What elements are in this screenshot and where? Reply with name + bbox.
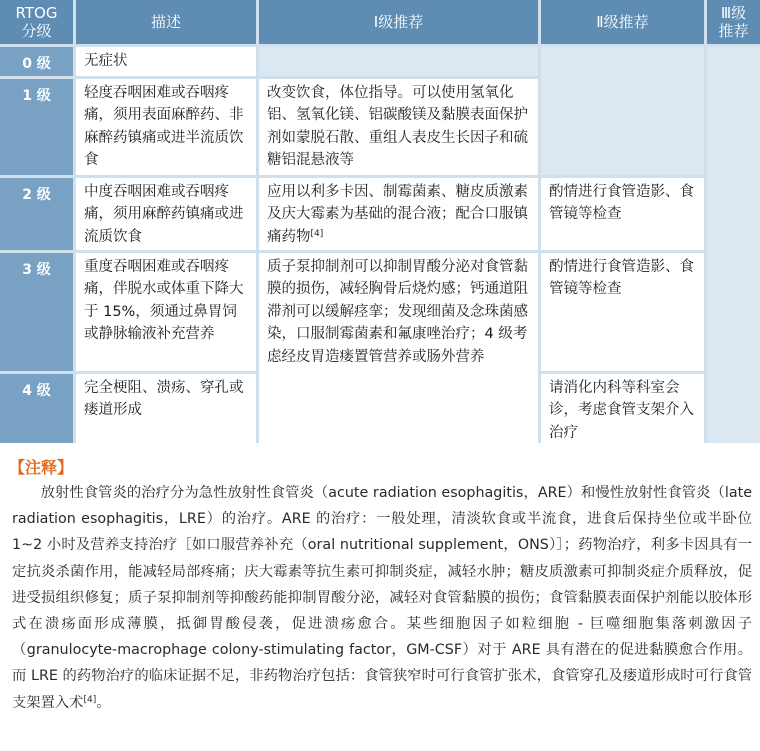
level2-grade3: 酌情进行食管造影、食管镜等检查: [541, 253, 704, 371]
level2-empty: [541, 47, 704, 175]
desc-4: 完全梗阻、溃疡、穿孔或瘘道形成: [76, 374, 256, 443]
header-level2: Ⅱ级推荐: [541, 0, 704, 44]
desc-3: 重度吞咽困难或吞咽疼痛，伴脱水或体重下降大于 15%，须通过鼻胃饲或静脉输液补充营养: [76, 253, 256, 371]
level1-grade1: 改变饮食，体位指导。可以使用氢氧化铝、氢氧化镁、铝碳酸镁及黏膜表面保护剂如蒙脱石散、重组人表皮生长因子和硫糖铝混悬液等: [259, 79, 538, 175]
notes-reference-mark: [4]: [83, 694, 97, 705]
header-level3: Ⅲ级推荐: [707, 0, 760, 44]
level1-grade3-4: 质子泵抑制剂可以抑制胃酸分泌对食管黏膜的损伤，减轻胸骨后烧灼感；钙通道阻滞剂可以缓解痉挛；发现细菌及念珠菌感染，口服制霉菌素和氟康唑治疗；4 级考虑经皮胃造瘘置管营养或肠外营养: [259, 253, 538, 443]
grade-0: 0 级: [0, 47, 73, 76]
level1-empty-0: [259, 47, 538, 76]
header-description: 描述: [76, 0, 256, 44]
grade-1: 1 级: [0, 79, 73, 175]
grade-4: 4 级: [0, 374, 73, 443]
level2-grade2: 酌情进行食管造影、食管镜等检查: [541, 178, 704, 250]
level2-grade4: 请消化内科等科室会诊，考虑食管支架介入治疗: [541, 374, 704, 443]
desc-0: 无症状: [76, 47, 256, 76]
desc-2: 中度吞咽困难或吞咽疼痛，须用麻醉药镇痛或进流质饮食: [76, 178, 256, 250]
grade-2: 2 级: [0, 178, 73, 250]
level1-grade2: 应用以利多卡因、制霉菌素、糖皮质激素及庆大霉素为基础的混合液；配合口服镇痛药物[4]: [259, 178, 538, 250]
header-level1: Ⅰ级推荐: [259, 0, 538, 44]
notes-title: 【注释】: [9, 458, 74, 477]
level3-empty: [707, 47, 760, 443]
notes-body: 放射性食管炎的治疗分为急性放射性食管炎（acute radiation esophagitis，ARE）和慢性放射性食管炎（late radiation esophagitis，LRE）的治疗。ARE 的治疗：一般处理，清淡软食或半流食，进食后保持坐位或半卧位 1~2 小时及营养支持治疗［如口服营养补充（oral nutritional supplement，ONS）］；药物治疗，利多卡因具有一定抗炎杀菌作用，能减轻局部疼痛；庆大霉素等抗生素可抑制炎症，减轻水肿；糖皮质激素可抑制炎症介质释放，促进受损组织修复；质子泵抑制剂等抑酸药能抑制胃酸分泌，减轻对食管黏膜的损伤；食管黏膜表面保护剂能以胶体形式在溃疡面形成薄膜，抵御胃酸侵袭，促进溃疡愈合。某些细胞因子如粒细胞 - 巨噬细胞集落刺激因子（granulocyte-macrophage colony-stimulating factor，GM-CSF）对于 ARE 具有潜在的促进黏膜愈合作用。而 LRE 的药物治疗的临床证据不足，非药物治疗包括：食管狭窄时可行食管扩张术，食管穿孔及瘘道形成时可行食管支架置入术[4]。: [12, 485, 752, 711]
reference-mark: [4]: [310, 228, 324, 239]
grade-3: 3 级: [0, 253, 73, 371]
header-grade: RTOG 分级: [0, 0, 73, 44]
desc-1: 轻度吞咽困难或吞咽疼痛，须用表面麻醉药、非麻醉药镇痛或进半流质饮食: [76, 79, 256, 175]
